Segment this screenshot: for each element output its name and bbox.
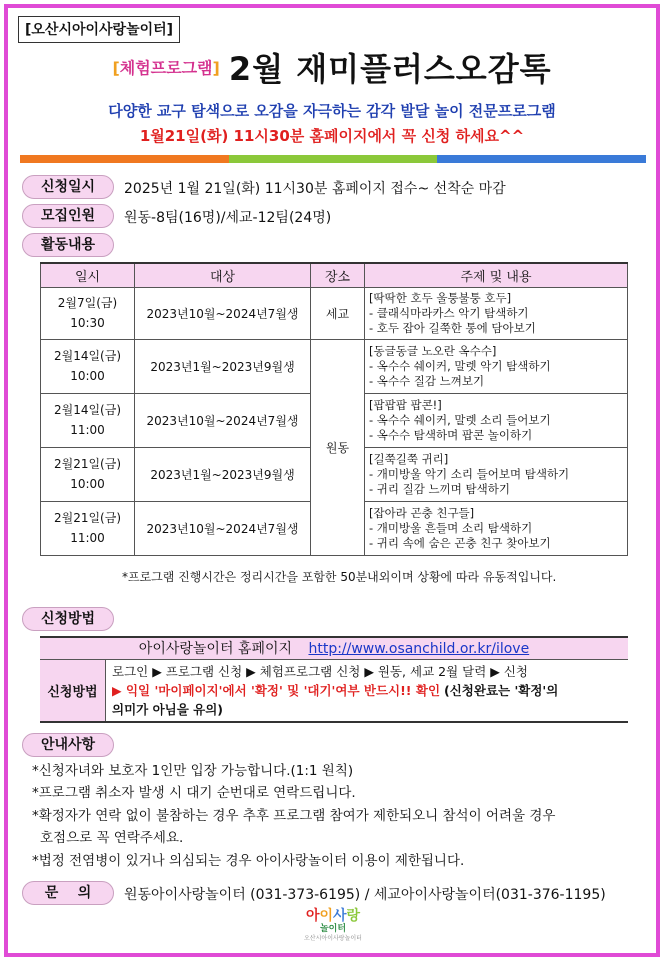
contact-label: 문 의 — [22, 881, 114, 905]
color-bar-blue — [437, 155, 646, 163]
table-row — [41, 287, 628, 339]
header-place: 장소 — [311, 263, 365, 287]
schedule-footnote: *프로그램 진행시간은 정리시간을 포함한 50분내외이며 상황에 따라 유동적입니다. — [122, 570, 557, 584]
list-item: *법정 전염병이 있거나 의심되는 경우 아이사랑놀이터 이용이 제한됩니다. — [32, 852, 465, 869]
row-theme: [잡아라 곤충 친구들] - 개미방울 흔들며 소리 탐색하기 - 귀리 속에 숨은 곤충 친구 찾아보기 — [365, 501, 628, 555]
schedule-table — [40, 262, 628, 556]
page-title — [0, 44, 664, 90]
row-theme: [딱딱한 호두 울퉁불퉁 호두] - 클래식마라카스 악기 탐색하기 - 호두 잡아 길쭉한 통에 담아보기 — [365, 287, 628, 339]
notices-list — [32, 760, 555, 872]
row-target: 2023년10월~2024년7월생 — [135, 501, 311, 555]
method-row-label: 신청방법 — [40, 660, 106, 721]
row-target: 2023년10월~2024년7월생 — [135, 287, 311, 339]
notices-label: 안내사항 — [22, 733, 114, 757]
method-url-row — [40, 636, 628, 660]
method-steps-text: 로그인 ▶ 프로그램 신청 ▶ 체험프로그램 신청 ▶ 원동, 세교 2월 달력 ▶ 신청 — [112, 664, 528, 679]
table-row — [41, 339, 628, 393]
row-target: 2023년1월~2023년9월생 — [135, 339, 311, 393]
row-place: 세교 — [311, 287, 365, 339]
logo-letter: 사 — [333, 908, 347, 924]
recruitment-label: 모집인원 — [22, 204, 114, 228]
row-theme: [팝팝팝 팝콘!] - 옥수수 쉐이커, 말렛 소리 들어보기 - 옥수수 탐색하며 팝콘 놀이하기 — [365, 393, 628, 447]
color-bar — [20, 155, 646, 163]
header-target: 대상 — [135, 263, 311, 287]
homepage-link[interactable]: http://www.osanchild.or.kr/ilove — [308, 641, 530, 657]
method-site-label: 아이사랑놀이터 홈페이지 — [138, 641, 293, 657]
title-tag: [체험프로그램] — [112, 58, 220, 78]
header-date: 일시 — [41, 263, 135, 287]
method-box — [40, 636, 628, 723]
logo-letter: 이 — [319, 908, 333, 924]
row-date: 2월14일(금) 11:00 — [41, 393, 135, 447]
list-item: *프로그램 취소자 발생 시 대기 순번대로 연락드립니다. — [32, 785, 356, 802]
activities-label: 활동내용 — [22, 233, 114, 257]
method-label: 신청방법 — [22, 607, 114, 631]
row-date: 2월14일(금) 10:00 — [41, 339, 135, 393]
row-date: 2월21일(금) 11:00 — [41, 501, 135, 555]
list-item: 호점으로 꼭 연락주세요. — [40, 830, 184, 847]
logo-tiny: 오산시아이사랑놀이터 — [304, 935, 362, 942]
row-date: 2월7일(금) 10:30 — [41, 287, 135, 339]
subtitle: 다양한 교구 탐색으로 오감을 자극하는 감각 발달 놀이 전문프로그램 — [108, 102, 556, 120]
schedule-header-row — [41, 263, 628, 287]
method-warning: ▶ 익일 '마이페이지'에서 '확정' 및 '대기'여부 반드시!! 확인 — [112, 683, 441, 698]
logo-letter: 아 — [305, 908, 320, 924]
row-date: 2월21일(금) 10:00 — [41, 447, 135, 501]
recruitment-text: 원동-8팀(16명)/세교-12팀(24명) — [124, 210, 332, 226]
row-theme: [동글동글 노오란 옥수수] - 옥수수 쉐이커, 말렛 악기 탐색하기 - 옥수수 질감 느껴보기 — [365, 339, 628, 393]
row-theme: [길쭉길쭉 귀리] - 개미방울 악기 소리 들어보며 탐색하기 - 귀리 질감 느끼며 탐색하기 — [365, 447, 628, 501]
header-theme: 주제 및 내용 — [365, 263, 628, 287]
row-target: 2023년10월~2024년7월생 — [135, 393, 311, 447]
row-target: 2023년1월~2023년9월생 — [135, 447, 311, 501]
contact-text: 원동아이사랑놀이터 (031-373-6195) / 세교아이사랑놀이터(031-376-1195) — [124, 887, 606, 903]
list-item: *신청자녀와 보호자 1인만 입장 가능합니다.(1:1 원칙) — [32, 763, 354, 779]
method-body — [40, 660, 628, 723]
logo — [298, 909, 368, 949]
method-warning-note: (신청완료는 '확정'의 — [444, 683, 559, 698]
application-period-text: 2025년 1월 21일(화) 11시30분 홈페이지 접수~ 선착순 마감 — [124, 181, 506, 197]
apply-note: 1월21일(화) 11시30분 홈페이지에서 꼭 신청 하세요^^ — [139, 127, 525, 145]
application-period-label: 신청일시 — [22, 175, 114, 199]
row-place: 원동 — [311, 339, 365, 555]
color-bar-green — [229, 155, 438, 163]
org-label: [오산시아이사랑놀이터] — [18, 16, 180, 43]
logo-main — [298, 909, 368, 924]
title-main: 2월 재미플러스오감톡 — [228, 50, 552, 88]
logo-sub: 놀이터 — [319, 924, 347, 934]
logo-letter: 랑 — [346, 908, 361, 924]
method-steps — [106, 660, 628, 721]
list-item: *확정자가 연락 없이 불참하는 경우 추후 프로그램 참여가 제한되오니 참석이 어려울 경우 — [32, 807, 556, 824]
color-bar-orange — [20, 155, 229, 163]
method-warning-note-2: 의미가 아님을 유의) — [112, 702, 224, 717]
